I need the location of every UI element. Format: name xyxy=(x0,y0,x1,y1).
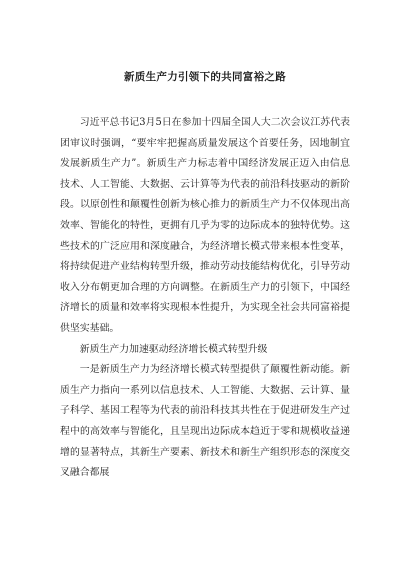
document-body xyxy=(60,113,350,484)
document-title: 新质生产力引领下的共同富裕之路 xyxy=(124,71,286,83)
section-heading: 新质生产力加速驱动经济增长模式转型升级 xyxy=(79,343,268,355)
body-paragraph: 一是新质生产力为经济增长模式转型提供了颠覆性新动能。新质生产力指向一系列以信息技术、人工智能、大数据、云计算、量子科学、基因工程等为代表的前沿科技其共性在于促进研发生产过程中的高效率与智能化，且呈现出边际成本趋近于零和规模收益递增的显著特点，其新生产要素、新技术和新生产组织形态的深度交叉融合都展 xyxy=(60,364,350,479)
body-paragraph: 习近平总书记3月5日在参加十四届全国人大二次会议江苏代表团审议时强调，“要牢牢把握高质量发展这个首要任务，因地制宜发展新质生产力”。新质生产力标志着中国经济发展正迈入由信息技术、人工智能、大数据、云计算等为代表的前沿科技驱动的新阶段。以原创性和颠覆性创新为核心推力的新质生产力不仅体现出高效率、智能化的特性，更拥有几乎为零的边际成本的独特优势。这些技术的广泛应用和深度融合，为经济增长模式带来根本性变革，将持续促进产业结构转型升级，推动劳动技能结构优化，引导劳动收入分布朝更加合理的方向调整。在新质生产力的引领下，中国经济增长的质量和效率将实现根本性提升，为实现全社会共同富裕提供坚实基础。 xyxy=(60,117,350,334)
